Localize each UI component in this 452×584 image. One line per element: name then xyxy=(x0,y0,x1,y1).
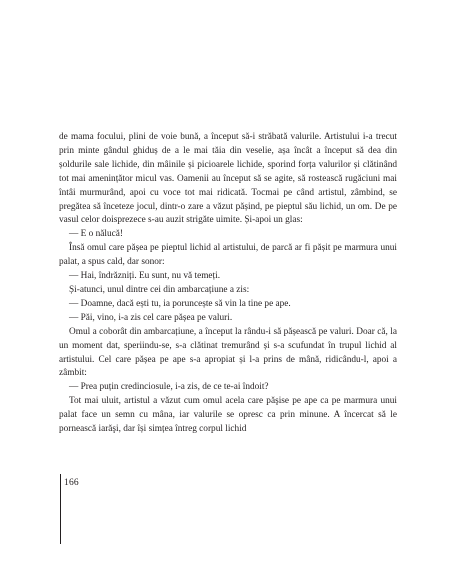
paragraph-8: Omul a coborât din ambarcațiune, a început la rându-i să pășească pe valuri. Doar că, la un moment dat, speriindu-se, s-a clătinat tremurând și s-a scufundat în trupul lichid al artistului. Cel care pășea pe ape s-a apropiat și l-a prins de mână, ridicându-l, apoi a zâmbit: xyxy=(59,326,397,379)
paragraph-9: — Prea puțin credinciosule, i-a zis, de ce te-ai îndoit? xyxy=(69,382,269,393)
paragraph-2: — E o nălucă! xyxy=(69,229,123,240)
paragraph-6: — Doamne, dacă ești tu, ia poruncește să vin la tine pe ape. xyxy=(69,298,291,309)
paragraph-3: Însă omul care pășea pe pieptul lichid al artistului, de parcă ar fi pășit pe marmura unui palat, a spus cald, dar sonor: xyxy=(59,243,397,268)
paragraph-1: de mama focului, plini de voie bună, a început să-i străbată valurile. Artistului i-a trecut prin minte gândul ghiduș de a le mai tăia din veselie, așa încât a început să dea din șoldurile sale lichide, din mâinile și picioarele lichide, sporind forța valurilor și clătinând tot mai amenințător micul vas. Oamenii au început să se agite, să rostească rugăciuni mai întâi murmurând, apoi cu voce tot mai ridicată. Tocmai pe când artistul, zâmbind, se pregătea să înceteze jocul, dintr-o zare a văzut pășind, pe pieptul său lichid, un om. De pe vasul celor doisprezece s-au auzit strigăte uimite. Și-apoi un glas: xyxy=(59,132,397,226)
page-number: 166 xyxy=(64,478,79,488)
paragraph-5: Și-atunci, unul dintre cei din ambarcațiune a zis: xyxy=(69,284,250,295)
body-text xyxy=(59,131,397,437)
paragraph-4: — Hai, îndrăzniți. Eu sunt, nu vă temeți. xyxy=(69,271,221,282)
page-number-rule xyxy=(60,474,61,544)
paragraph-7: — Păi, vino, i-a zis cel care pășea pe valuri. xyxy=(69,312,233,323)
paragraph-10: Tot mai uluit, artistul a văzut cum omul acela care păşise pe ape ca pe marmura unui palat face un semn cu mâna, iar valurile se opresc ca prin minune. A încercat să le pornească iarăşi, dar își simțea întreg corpul lichid xyxy=(59,396,397,435)
